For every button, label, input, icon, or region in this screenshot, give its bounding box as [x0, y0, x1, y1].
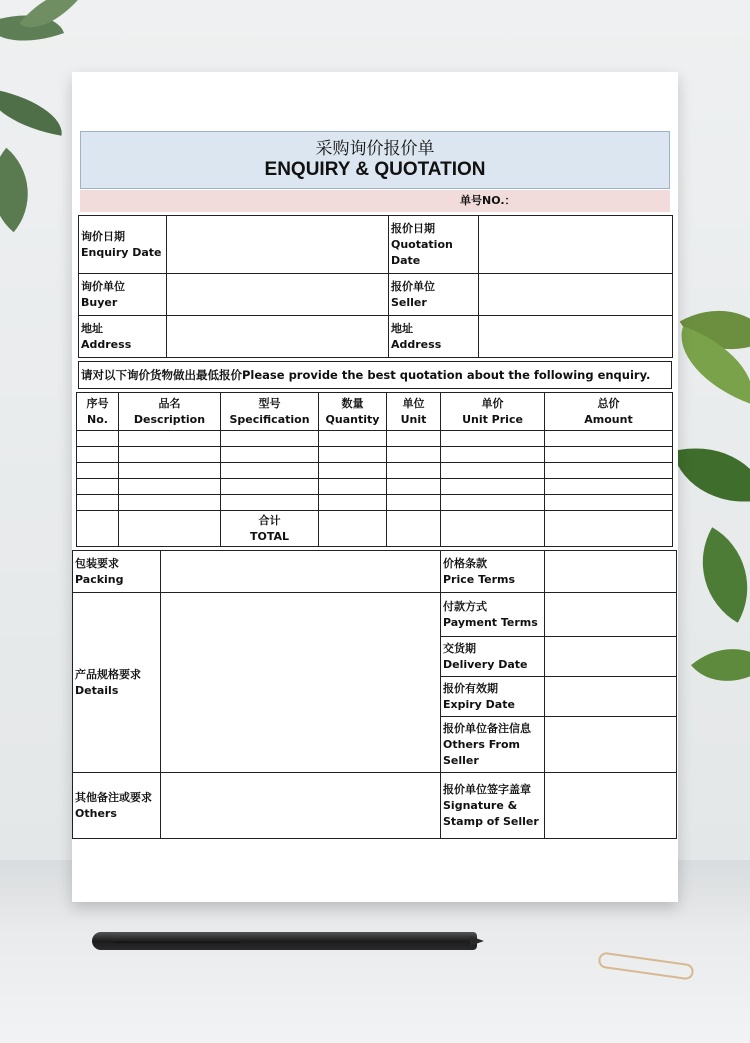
form-header — [80, 131, 670, 189]
col-amount: 总价 Amount — [545, 393, 673, 431]
quotation-date-label: 报价日期 Quotation Date — [389, 216, 479, 274]
info-table — [78, 215, 673, 358]
col-description: 品名 Description — [119, 393, 221, 431]
others-field[interactable] — [161, 773, 441, 839]
others-from-seller-label: 报价单位备注信息 Others From Seller — [441, 717, 545, 773]
details-field[interactable] — [161, 593, 441, 773]
buyer-address-label: 地址 Address — [79, 316, 167, 358]
col-quantity: 数量 Quantity — [319, 393, 387, 431]
others-label: 其他备注或要求 Others — [73, 773, 161, 839]
seller-address-label: 地址 Address — [389, 316, 479, 358]
form-number-label: 单号NO.： — [460, 194, 516, 207]
seller-address-field[interactable] — [479, 316, 673, 358]
col-specification: 型号 Specification — [221, 393, 319, 431]
enquiry-date-label: 询价日期 Enquiry Date — [79, 216, 167, 274]
delivery-date-label: 交货期 Delivery Date — [441, 637, 545, 677]
table-row[interactable] — [77, 447, 673, 463]
total-unit-price[interactable] — [441, 511, 545, 547]
seller-label: 报价单位 Seller — [389, 274, 479, 316]
payment-terms-field[interactable] — [545, 593, 677, 637]
table-row[interactable] — [77, 479, 673, 495]
details-label: 产品规格要求 Details — [73, 593, 161, 773]
col-unit-price: 单价 Unit Price — [441, 393, 545, 431]
total-amount[interactable] — [545, 511, 673, 547]
buyer-label: 询价单位 Buyer — [79, 274, 167, 316]
price-terms-label: 价格条款 Price Terms — [441, 551, 545, 593]
seller-field[interactable] — [479, 274, 673, 316]
total-quantity[interactable] — [319, 511, 387, 547]
others-from-seller-field[interactable] — [545, 717, 677, 773]
quotation-date-field[interactable] — [479, 216, 673, 274]
items-table — [76, 392, 673, 547]
delivery-date-field[interactable] — [545, 637, 677, 677]
col-no: 序号 No. — [77, 393, 119, 431]
form-number-band — [80, 190, 670, 212]
items-header-row — [77, 393, 673, 431]
signature-field[interactable] — [545, 773, 677, 839]
table-row[interactable] — [77, 463, 673, 479]
terms-table — [72, 550, 677, 839]
form-title-cn: 采购询价报价单 — [315, 139, 435, 159]
signature-label: 报价单位签字盖章 Signature & Stamp of Seller — [441, 773, 545, 839]
payment-terms-label: 付款方式 Payment Terms — [441, 593, 545, 637]
table-row[interactable] — [77, 495, 673, 511]
expiry-date-field[interactable] — [545, 677, 677, 717]
table-row[interactable] — [77, 431, 673, 447]
buyer-field[interactable] — [167, 274, 389, 316]
packing-field[interactable] — [161, 551, 441, 593]
enquiry-note: 请对以下询价货物做出最低报价Please provide the best quotation about the following enquiry. — [78, 361, 672, 389]
col-unit: 单位 Unit — [387, 393, 441, 431]
packing-label: 包装要求 Packing — [73, 551, 161, 593]
buyer-address-field[interactable] — [167, 316, 389, 358]
total-row — [77, 511, 673, 547]
total-label: 合计 TOTAL — [221, 511, 319, 547]
price-terms-field[interactable] — [545, 551, 677, 593]
form-title-en: ENQUIRY & QUOTATION — [264, 159, 486, 180]
enquiry-date-field[interactable] — [167, 216, 389, 274]
expiry-date-label: 报价有效期 Expiry Date — [441, 677, 545, 717]
